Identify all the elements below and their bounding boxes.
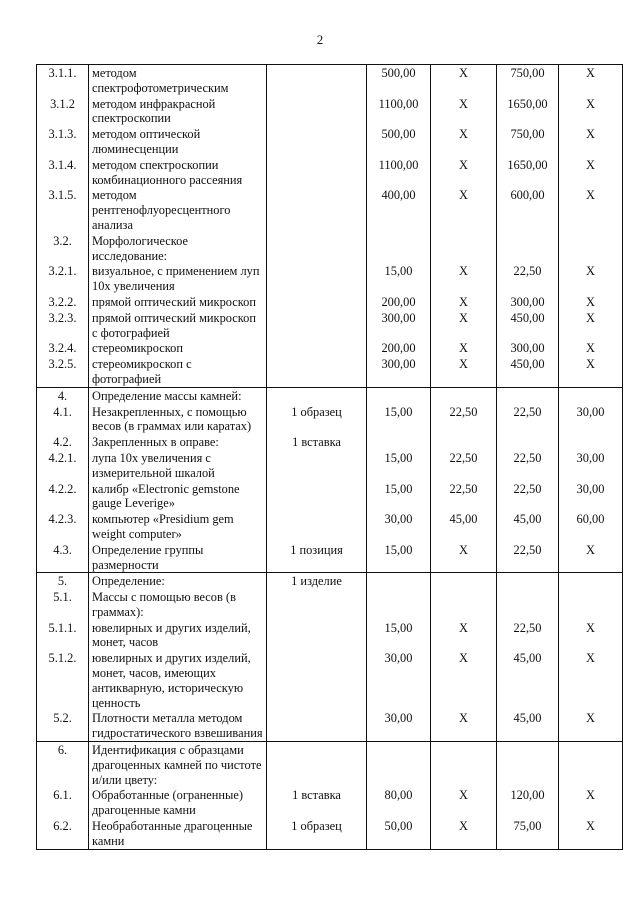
row-number: 4.2.1. — [37, 450, 89, 481]
table-row — [37, 450, 623, 481]
row-number: 3.1.3. — [37, 126, 89, 157]
row-unit — [267, 126, 367, 157]
price-1: 15,00 — [367, 450, 431, 481]
price-1: 500,00 — [367, 65, 431, 96]
table-row — [37, 710, 623, 741]
row-description: Морфологическое исследование: — [89, 233, 267, 264]
row-number: 3.1.4. — [37, 157, 89, 188]
row-unit — [267, 450, 367, 481]
table-row — [37, 387, 623, 403]
row-unit — [267, 65, 367, 96]
price-1: 200,00 — [367, 340, 431, 356]
price-1: 300,00 — [367, 356, 431, 387]
row-description: калибр «Electronic gemstone gauge Leverige» — [89, 481, 267, 512]
table-row — [37, 96, 623, 127]
price-4: Х — [559, 157, 623, 188]
price-3 — [497, 233, 559, 264]
row-unit — [267, 96, 367, 127]
price-3: 1650,00 — [497, 96, 559, 127]
price-3: 750,00 — [497, 126, 559, 157]
table-row — [37, 157, 623, 188]
row-unit — [267, 294, 367, 310]
row-unit: 1 образец — [267, 818, 367, 849]
row-number: 3.1.2 — [37, 96, 89, 127]
row-unit — [267, 511, 367, 542]
price-2 — [431, 233, 497, 264]
row-description: Необработанные драгоценные камни — [89, 818, 267, 849]
row-number: 3.2.1. — [37, 263, 89, 294]
price-1: 30,00 — [367, 511, 431, 542]
row-unit — [267, 650, 367, 710]
price-1: 15,00 — [367, 481, 431, 512]
price-3: 600,00 — [497, 187, 559, 232]
price-3: 22,50 — [497, 450, 559, 481]
table-row — [37, 404, 623, 435]
price-4 — [559, 233, 623, 264]
price-2 — [431, 742, 497, 788]
price-3 — [497, 387, 559, 403]
price-2: Х — [431, 620, 497, 651]
price-2: Х — [431, 126, 497, 157]
price-table — [36, 64, 623, 850]
row-description: лупа 10х увеличения с измерительной шкалой — [89, 450, 267, 481]
page-number: 2 — [316, 32, 324, 47]
table-row — [37, 356, 623, 387]
row-description: методом оптической люминесценции — [89, 126, 267, 157]
price-1: 1100,00 — [367, 157, 431, 188]
row-number: 3.1.5. — [37, 187, 89, 232]
price-1: 30,00 — [367, 650, 431, 710]
price-2: Х — [431, 787, 497, 818]
row-unit — [267, 157, 367, 188]
row-number: 6. — [37, 742, 89, 788]
price-1: 15,00 — [367, 620, 431, 651]
price-1: 15,00 — [367, 542, 431, 573]
price-1: 80,00 — [367, 787, 431, 818]
price-2: Х — [431, 263, 497, 294]
price-4: Х — [559, 542, 623, 573]
price-2: Х — [431, 187, 497, 232]
price-2: 22,50 — [431, 450, 497, 481]
price-4: Х — [559, 310, 623, 341]
table-row — [37, 263, 623, 294]
price-2: Х — [431, 818, 497, 849]
price-2: 22,50 — [431, 404, 497, 435]
price-2 — [431, 387, 497, 403]
price-3 — [497, 742, 559, 788]
price-4: Х — [559, 65, 623, 96]
table-row — [37, 187, 623, 232]
row-description: стереомикроскоп с фотографией — [89, 356, 267, 387]
price-4: Х — [559, 187, 623, 232]
price-4 — [559, 387, 623, 403]
price-3: 45,00 — [497, 710, 559, 741]
row-description: Массы с помощью весов (в граммах): — [89, 589, 267, 620]
table-row — [37, 787, 623, 818]
table-row — [37, 573, 623, 589]
price-3: 45,00 — [497, 511, 559, 542]
row-unit: 1 образец — [267, 404, 367, 435]
price-1: 15,00 — [367, 263, 431, 294]
row-description: компьютер «Presidium gem weight computer» — [89, 511, 267, 542]
price-4: Х — [559, 710, 623, 741]
table-row — [37, 65, 623, 96]
price-2: 22,50 — [431, 481, 497, 512]
price-4: Х — [559, 96, 623, 127]
price-3 — [497, 589, 559, 620]
row-number: 4.1. — [37, 404, 89, 435]
price-4: Х — [559, 620, 623, 651]
row-unit: 1 вставка — [267, 787, 367, 818]
row-unit — [267, 481, 367, 512]
row-number: 4.3. — [37, 542, 89, 573]
price-4: 30,00 — [559, 450, 623, 481]
table-row — [37, 233, 623, 264]
row-number: 5.1.1. — [37, 620, 89, 651]
table-row — [37, 340, 623, 356]
price-2: Х — [431, 157, 497, 188]
price-4: 30,00 — [559, 404, 623, 435]
price-1: 30,00 — [367, 710, 431, 741]
price-1: 15,00 — [367, 404, 431, 435]
price-2: Х — [431, 340, 497, 356]
price-4 — [559, 589, 623, 620]
price-3: 450,00 — [497, 310, 559, 341]
price-1 — [367, 573, 431, 589]
price-3: 22,50 — [497, 620, 559, 651]
row-unit — [267, 742, 367, 788]
table-row — [37, 742, 623, 788]
row-unit — [267, 233, 367, 264]
row-unit — [267, 387, 367, 403]
row-description: прямой оптический микроскоп с фотографией — [89, 310, 267, 341]
table-row — [37, 481, 623, 512]
table-row — [37, 620, 623, 651]
row-description: стереомикроскоп — [89, 340, 267, 356]
row-unit: 1 вставка — [267, 434, 367, 450]
price-3: 45,00 — [497, 650, 559, 710]
price-4: Х — [559, 263, 623, 294]
row-unit — [267, 263, 367, 294]
row-unit: 1 изделие — [267, 573, 367, 589]
table-row — [37, 126, 623, 157]
price-3 — [497, 573, 559, 589]
price-1: 50,00 — [367, 818, 431, 849]
row-description: методом спектрофотометрическим — [89, 65, 267, 96]
row-number: 3.2.5. — [37, 356, 89, 387]
row-number: 3.2.3. — [37, 310, 89, 341]
price-3: 22,50 — [497, 404, 559, 435]
row-number: 3.2.2. — [37, 294, 89, 310]
row-number: 3.2. — [37, 233, 89, 264]
row-number: 4.2. — [37, 434, 89, 450]
price-1 — [367, 387, 431, 403]
table-row — [37, 818, 623, 849]
price-2 — [431, 589, 497, 620]
row-description: Определение группы размерности — [89, 542, 267, 573]
row-number: 3.1.1. — [37, 65, 89, 96]
row-unit — [267, 310, 367, 341]
price-1 — [367, 742, 431, 788]
price-2: Х — [431, 294, 497, 310]
price-2: Х — [431, 650, 497, 710]
price-3: 22,50 — [497, 542, 559, 573]
price-2: Х — [431, 65, 497, 96]
row-description: Закрепленных в оправе: — [89, 434, 267, 450]
row-description: Обработанные (ограненные) драгоценные камни — [89, 787, 267, 818]
price-4: Х — [559, 294, 623, 310]
row-number: 4.2.3. — [37, 511, 89, 542]
price-4 — [559, 434, 623, 450]
table-row — [37, 650, 623, 710]
price-3: 22,50 — [497, 481, 559, 512]
price-2: Х — [431, 542, 497, 573]
price-3 — [497, 434, 559, 450]
price-2: 45,00 — [431, 511, 497, 542]
table-row — [37, 542, 623, 573]
price-3: 120,00 — [497, 787, 559, 818]
price-3: 300,00 — [497, 340, 559, 356]
price-2: Х — [431, 356, 497, 387]
row-unit: 1 позиция — [267, 542, 367, 573]
row-description: методом инфракрасной спектроскопии — [89, 96, 267, 127]
price-1: 500,00 — [367, 126, 431, 157]
price-4: Х — [559, 787, 623, 818]
table-row — [37, 310, 623, 341]
row-description: ювелирных и других изделий, монет, часов — [89, 620, 267, 651]
price-4: Х — [559, 126, 623, 157]
table-row — [37, 589, 623, 620]
row-unit — [267, 187, 367, 232]
row-number: 5.1. — [37, 589, 89, 620]
row-unit — [267, 589, 367, 620]
row-number: 4. — [37, 387, 89, 403]
row-description: методом рентгенофлуоресцентного анализа — [89, 187, 267, 232]
row-number: 5.1.2. — [37, 650, 89, 710]
row-number: 5. — [37, 573, 89, 589]
price-2: Х — [431, 310, 497, 341]
table-row — [37, 294, 623, 310]
price-4: Х — [559, 650, 623, 710]
row-unit — [267, 710, 367, 741]
price-1 — [367, 233, 431, 264]
row-unit — [267, 340, 367, 356]
row-number: 4.2.2. — [37, 481, 89, 512]
row-description: Плотности металла методом гидростатического взвешивания — [89, 710, 267, 741]
price-1 — [367, 434, 431, 450]
price-2 — [431, 434, 497, 450]
price-1: 1100,00 — [367, 96, 431, 127]
price-3: 22,50 — [497, 263, 559, 294]
price-3: 300,00 — [497, 294, 559, 310]
table-row — [37, 434, 623, 450]
price-4 — [559, 573, 623, 589]
price-1: 300,00 — [367, 310, 431, 341]
row-description: Незакрепленных, с помощью весов (в граммах или каратах) — [89, 404, 267, 435]
price-1 — [367, 589, 431, 620]
row-number: 5.2. — [37, 710, 89, 741]
row-description: методом спектроскопии комбинационного рассеяния — [89, 157, 267, 188]
row-description: Определение массы камней: — [89, 387, 267, 403]
price-2: Х — [431, 96, 497, 127]
price-3: 450,00 — [497, 356, 559, 387]
price-4: 30,00 — [559, 481, 623, 512]
row-number: 3.2.4. — [37, 340, 89, 356]
row-unit — [267, 620, 367, 651]
price-2: Х — [431, 710, 497, 741]
price-1: 200,00 — [367, 294, 431, 310]
table-row — [37, 511, 623, 542]
price-3: 75,00 — [497, 818, 559, 849]
price-1: 400,00 — [367, 187, 431, 232]
price-4: Х — [559, 340, 623, 356]
row-description: Идентификация с образцами драгоценных камней по чистоте и/или цвету: — [89, 742, 267, 788]
price-2 — [431, 573, 497, 589]
row-number: 6.1. — [37, 787, 89, 818]
price-4 — [559, 742, 623, 788]
row-number: 6.2. — [37, 818, 89, 849]
price-4: Х — [559, 818, 623, 849]
row-unit — [267, 356, 367, 387]
price-4: Х — [559, 356, 623, 387]
row-description: Определение: — [89, 573, 267, 589]
row-description: ювелирных и других изделий, монет, часов, имеющих антикварную, историческую ценность — [89, 650, 267, 710]
price-3: 1650,00 — [497, 157, 559, 188]
row-description: визуальное, с применением луп 10х увеличения — [89, 263, 267, 294]
price-3: 750,00 — [497, 65, 559, 96]
row-description: прямой оптический микроскоп — [89, 294, 267, 310]
price-4: 60,00 — [559, 511, 623, 542]
